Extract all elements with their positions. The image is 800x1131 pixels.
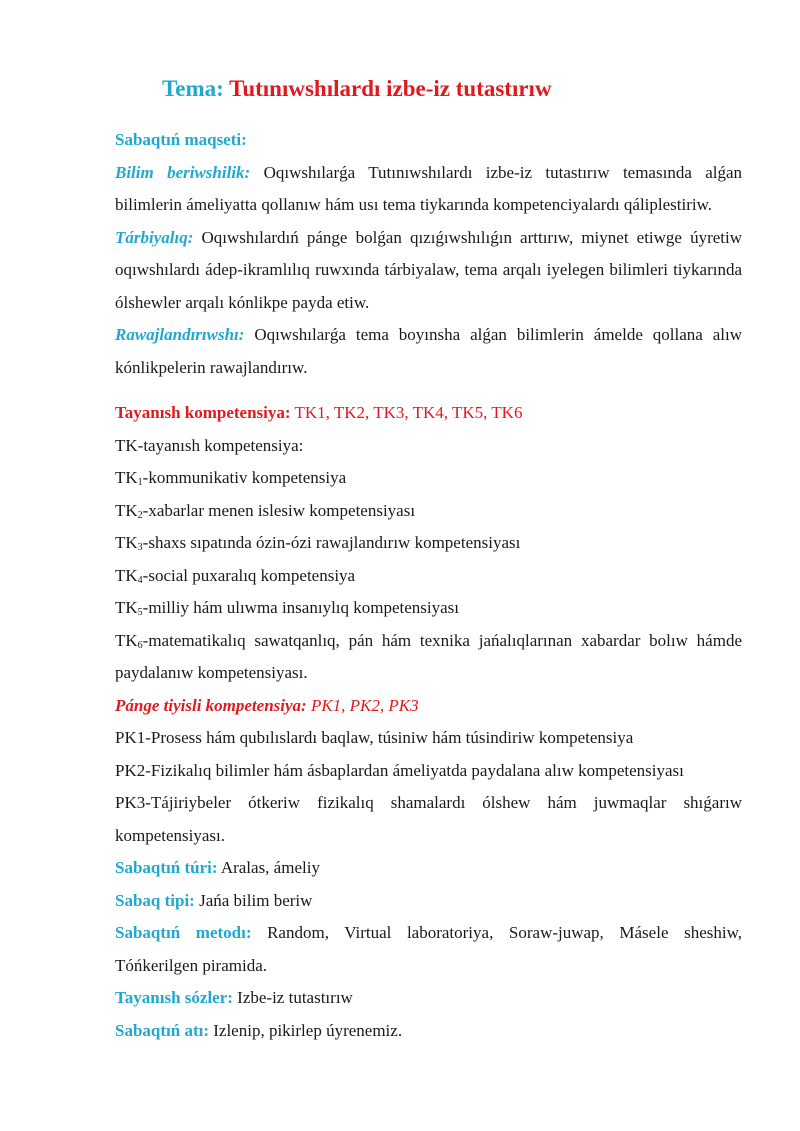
lesson-name: Sabaqtıń atı: Izlenip, pikirlep úyrenemiz. — [115, 1020, 403, 1040]
goals-heading: Sabaqtıń maqseti: — [115, 130, 247, 149]
subject-competence-codes: PK1, PK2, PK3 — [310, 695, 419, 715]
title-prefix: Tema: — [162, 76, 224, 101]
page-title — [162, 76, 552, 102]
core-item: $TK_6$-matematikalıq sawatqanlıq, pán hám texnika jańalıqlarınan xabardar bolıw hámde paydalanıw kompetensiyası. — [115, 630, 742, 682]
goal-development-text: Oqıwshılarǵa tema boyınsha alǵan bilimlerin ámelde qollana alıw kónlikpelerin rawajlandırıw. — [115, 325, 743, 377]
subject-competence-label: Pánge tiyisli kompetensiya: — [115, 695, 307, 715]
goal-upbringing-text: Oqıwshılardıń pánge bolǵan qızıǵıwshılıǵın arttırıw, miynet etiwge úyretiw oqıwshılardı ádep-ikramlılıq ruwxında tárbiyalaw, tema arqalı iyelegen bilimleri tiykarında ólshewler arqalı kónlikpe payda etiw. — [115, 227, 742, 312]
subject-item: PK3-Tájiriybeler ótkeriw fizikalıq shamalardı ólshew hám juwmaqlar shıǵarıw kompetensiyası. — [115, 793, 742, 845]
goal-upbringing-label: Tárbiyalıq: — [115, 227, 194, 247]
core-competence-heading — [115, 397, 742, 430]
core-item: $TK_1$-kommunikativ kompetensiya — [115, 468, 347, 488]
document-body — [115, 124, 742, 1047]
lesson-kind: Sabaq tipi: Jańa bilim beriw — [115, 890, 313, 910]
core-item: $TK_4$-social puxaralıq kompetensiya — [115, 565, 356, 586]
subject-item: PK1-Prosess hám qubılıslardı baqlaw, túsiniw hám túsindiriw kompetensiya — [115, 728, 634, 747]
core-competence-codes: TK1, TK2, TK3, TK4, TK5, TK6 — [294, 403, 523, 422]
core-competence-label: Tayanısh kompetensiya: — [115, 403, 291, 422]
title-topic: Tutınıwshılardı izbe-iz tutastırıw — [229, 76, 552, 101]
key-words: Tayanısh sózler: Izbe-iz tutastırıw — [115, 988, 353, 1007]
lesson-method: Sabaqtıń metodı: Random, Virtual laboratoriya, Soraw-juwap, Másele sheshiw, Tóńkerilgen piramida. — [115, 923, 742, 975]
goal-education-label: Bilim beriwshilik: — [115, 162, 251, 182]
lesson-type: Sabaqtıń túri: Aralas, ámeliy — [115, 858, 320, 877]
core-item: $TK_3$-shaxs sıpatında ózin-ózi rawajlandırıw kompetensiyası — [115, 533, 521, 553]
core-item: $TK_5$-milliy hám ulıwma insanıylıq kompetensiyası — [115, 598, 460, 618]
subject-competence-heading — [115, 690, 742, 723]
goal-education-text: Oqıwshılarǵa Tutınıwshılardı izbe-iz tutastırıw temasında alǵan bilimlerin ámeliyatta qollanıw hám usı tema tiykarında kompetenciyalardı qáliplestiriw. — [115, 162, 743, 214]
goal-upbringing — [115, 222, 742, 320]
goal-development-label: Rawajlandırıwshı: — [115, 325, 245, 344]
goal-development — [115, 319, 742, 384]
subject-item: PK2-Fizikalıq bilimler hám ásbaplardan ámeliyatda paydalana alıw kompetensiyası — [115, 760, 684, 780]
goal-education — [115, 157, 742, 222]
section-spacer — [115, 384, 742, 397]
core-item: $TK_2$-xabarlar menen islesiw kompetensiyası — [115, 500, 416, 521]
core-competence-intro: TK-tayanısh kompetensiya: — [115, 435, 304, 455]
